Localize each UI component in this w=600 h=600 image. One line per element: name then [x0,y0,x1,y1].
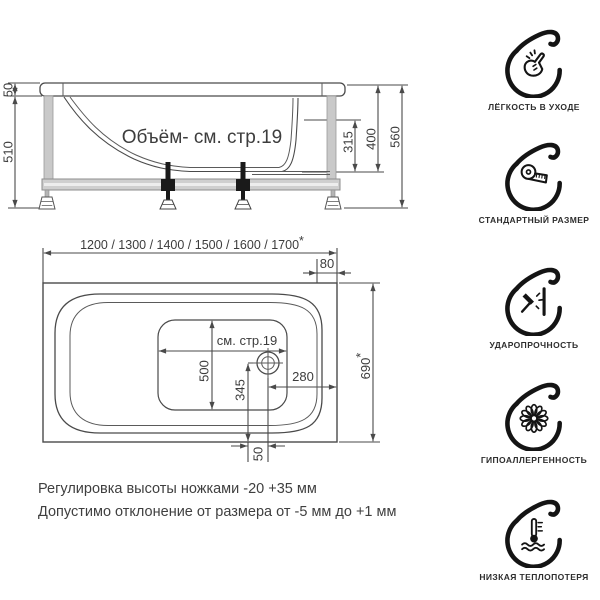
top-dimension-lines [44,253,373,446]
dim-80-label: 80 [319,256,335,271]
feature-easy-care [468,20,600,112]
length-options-label [80,236,304,252]
dim-345-label: 345 [232,379,248,401]
feature-hypoallergenic [468,373,600,465]
bathtub-top-view-drawing [0,236,410,470]
length-options-text: 1200 / 1300 / 1400 / 1500 / 1600 / 1700 [80,238,300,252]
flower-icon [468,373,600,451]
snap-hand-icon [468,20,600,98]
bathtub-rim [40,83,345,96]
dim-690-asterisk: * [352,352,368,358]
features-column [468,0,600,600]
volume-note: Объём- см. стр.19 [121,127,283,148]
dim-315-label: 315 [340,131,356,153]
feature-standard-size [468,133,600,225]
frame-rail [42,179,340,190]
footnotes [38,478,396,524]
drain-symbol [253,348,283,378]
feature-label: НИЗКАЯ ТЕПЛОПОТЕРЯ [479,572,589,582]
dim-50-label: 50 [0,82,16,98]
tape-measure-icon [468,133,600,211]
hammer-impact-icon [468,258,600,336]
dim-560-label: 560 [387,126,403,148]
feature-low-heat-loss [468,490,600,582]
thermometer-water-icon [468,490,600,568]
feature-label: ЛЁГКОСТЬ В УХОДЕ [488,102,580,112]
feature-impact-resistance [468,258,600,350]
dim-690-text: 690 [357,357,373,380]
dim-510-label: 510 [0,141,16,163]
dim-50-offset-label: 50 [250,446,266,462]
dim-500-label: 500 [196,360,212,382]
footnote-feet-adjustment: Регулировка высоты ножками -20 +35 мм [38,481,317,497]
dim-690-label [353,353,373,380]
floor-ref-label: см. стр.19 [216,333,278,348]
dim-400-label: 400 [363,128,379,150]
rim-end-caps [63,83,322,96]
feature-label: ГИПОАЛЛЕРГЕННОСТЬ [480,455,588,465]
feature-label: СТАНДАРТНЫЙ РАЗМЕР [478,215,590,225]
footnote-size-tolerance: Допустимо отклонение от размера от -5 мм до +1 мм [38,504,397,520]
corner-feet [39,190,341,209]
feature-label: УДАРОПРОЧНОСТЬ [489,340,579,350]
dim-280-label: 280 [292,369,314,384]
length-asterisk: * [299,236,304,248]
bathtub-side-view-drawing [0,58,442,215]
